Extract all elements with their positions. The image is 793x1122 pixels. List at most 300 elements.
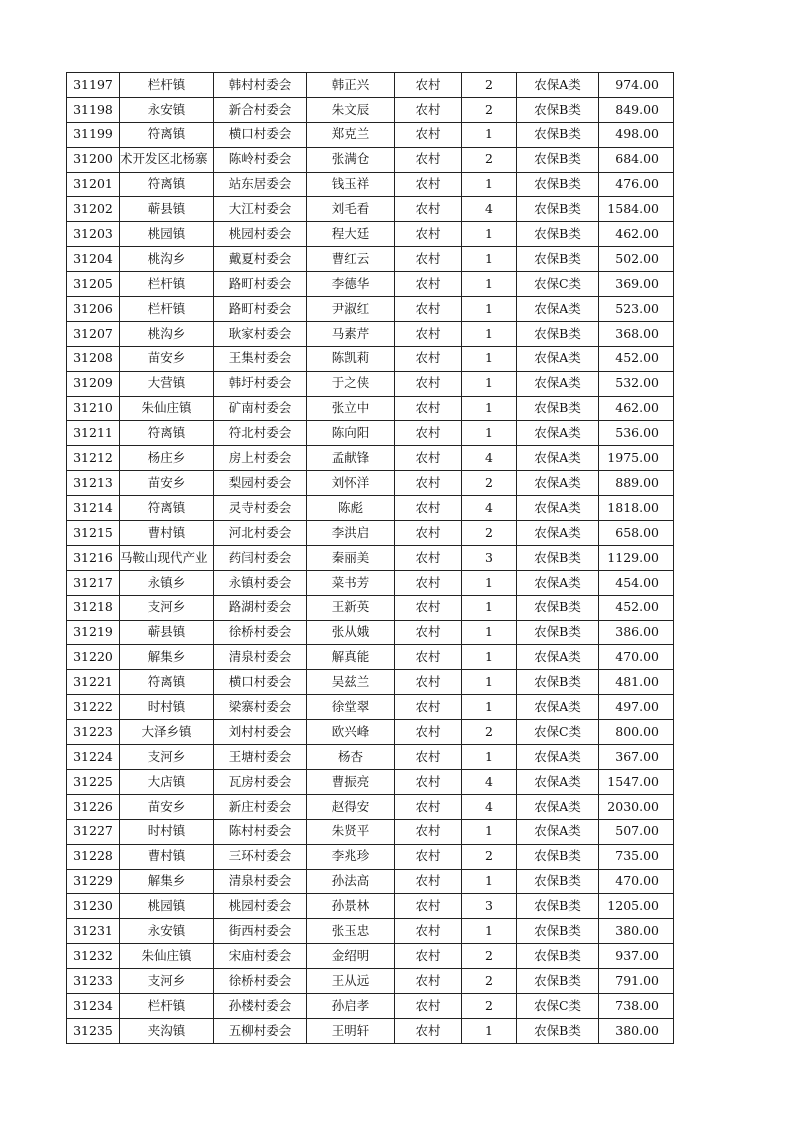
row-id: 31221 — [67, 670, 120, 695]
amount-cell: 462.00 — [599, 222, 674, 247]
table-row — [67, 794, 674, 819]
town-cell: 时村镇 — [120, 695, 214, 720]
insurance-class-cell: 农保C类 — [517, 272, 599, 297]
area-type-cell: 农村 — [395, 172, 462, 197]
name-cell: 李德华 — [307, 272, 395, 297]
insurance-class-cell: 农保B类 — [517, 147, 599, 172]
amount-cell: 497.00 — [599, 695, 674, 720]
name-cell: 陈向阳 — [307, 421, 395, 446]
village-cell: 徐桥村委会 — [214, 620, 307, 645]
name-cell: 王从远 — [307, 969, 395, 994]
name-cell: 金绍明 — [307, 944, 395, 969]
count-cell: 1 — [462, 745, 517, 770]
amount-cell: 369.00 — [599, 272, 674, 297]
name-cell: 吴兹兰 — [307, 670, 395, 695]
insurance-class-cell: 农保A类 — [517, 645, 599, 670]
count-cell: 2 — [462, 97, 517, 122]
insurance-class-cell: 农保B类 — [517, 122, 599, 147]
town-cell: 栏杆镇 — [120, 297, 214, 322]
table-row — [67, 720, 674, 745]
row-id: 31208 — [67, 346, 120, 371]
amount-cell: 507.00 — [599, 819, 674, 844]
row-id: 31216 — [67, 545, 120, 570]
insurance-class-cell: 农保B类 — [517, 969, 599, 994]
name-cell: 张立中 — [307, 396, 395, 421]
table-row — [67, 1018, 674, 1043]
count-cell: 1 — [462, 695, 517, 720]
area-type-cell: 农村 — [395, 545, 462, 570]
insurance-class-cell: 农保B类 — [517, 321, 599, 346]
row-id: 31200 — [67, 147, 120, 172]
count-cell: 1 — [462, 371, 517, 396]
village-cell: 韩圩村委会 — [214, 371, 307, 396]
name-cell: 于之侠 — [307, 371, 395, 396]
name-cell: 韩正兴 — [307, 73, 395, 98]
count-cell: 1 — [462, 321, 517, 346]
town-cell: 桃沟乡 — [120, 247, 214, 272]
row-id: 31217 — [67, 570, 120, 595]
count-cell: 1 — [462, 272, 517, 297]
area-type-cell: 农村 — [395, 197, 462, 222]
insurance-class-cell: 农保A类 — [517, 73, 599, 98]
village-cell: 戴夏村委会 — [214, 247, 307, 272]
village-cell: 新合村委会 — [214, 97, 307, 122]
table-row — [67, 222, 674, 247]
count-cell: 1 — [462, 919, 517, 944]
amount-cell: 800.00 — [599, 720, 674, 745]
name-cell: 欧兴峰 — [307, 720, 395, 745]
area-type-cell: 农村 — [395, 122, 462, 147]
town-cell: 夹沟镇 — [120, 1018, 214, 1043]
insurance-class-cell: 农保B类 — [517, 844, 599, 869]
count-cell: 2 — [462, 147, 517, 172]
insurance-class-cell: 农保A类 — [517, 297, 599, 322]
village-cell: 徐桥村委会 — [214, 969, 307, 994]
area-type-cell: 农村 — [395, 695, 462, 720]
name-cell: 赵得安 — [307, 794, 395, 819]
count-cell: 1 — [462, 645, 517, 670]
town-cell: 符离镇 — [120, 122, 214, 147]
count-cell: 2 — [462, 720, 517, 745]
amount-cell: 380.00 — [599, 1018, 674, 1043]
amount-cell: 889.00 — [599, 471, 674, 496]
name-cell: 杨杏 — [307, 745, 395, 770]
row-id: 31232 — [67, 944, 120, 969]
row-id: 31222 — [67, 695, 120, 720]
insurance-class-cell: 农保A类 — [517, 794, 599, 819]
town-cell: 栏杆镇 — [120, 73, 214, 98]
area-type-cell: 农村 — [395, 844, 462, 869]
name-cell: 曹红云 — [307, 247, 395, 272]
town-cell: 术开发区北杨寨 — [120, 147, 214, 172]
row-id: 31214 — [67, 496, 120, 521]
town-cell: 朱仙庄镇 — [120, 944, 214, 969]
town-cell: 支河乡 — [120, 595, 214, 620]
village-cell: 横口村委会 — [214, 122, 307, 147]
village-cell: 刘村村委会 — [214, 720, 307, 745]
name-cell: 刘怀洋 — [307, 471, 395, 496]
count-cell: 3 — [462, 894, 517, 919]
area-type-cell: 农村 — [395, 247, 462, 272]
amount-cell: 1584.00 — [599, 197, 674, 222]
name-cell: 陈彪 — [307, 496, 395, 521]
row-id: 31210 — [67, 396, 120, 421]
count-cell: 1 — [462, 819, 517, 844]
table-row — [67, 993, 674, 1018]
village-cell: 房上村委会 — [214, 446, 307, 471]
town-cell: 蕲县镇 — [120, 197, 214, 222]
count-cell: 2 — [462, 471, 517, 496]
town-cell: 永安镇 — [120, 97, 214, 122]
count-cell: 4 — [462, 496, 517, 521]
name-cell: 张从娥 — [307, 620, 395, 645]
insurance-class-cell: 农保B类 — [517, 172, 599, 197]
name-cell: 孙景林 — [307, 894, 395, 919]
area-type-cell: 农村 — [395, 794, 462, 819]
table-row — [67, 695, 674, 720]
insurance-class-cell: 农保B类 — [517, 620, 599, 645]
village-cell: 路町村委会 — [214, 272, 307, 297]
name-cell: 程大廷 — [307, 222, 395, 247]
name-cell: 秦丽美 — [307, 545, 395, 570]
area-type-cell: 农村 — [395, 869, 462, 894]
name-cell: 王新英 — [307, 595, 395, 620]
amount-cell: 481.00 — [599, 670, 674, 695]
count-cell: 1 — [462, 346, 517, 371]
area-type-cell: 农村 — [395, 620, 462, 645]
village-cell: 梁寨村委会 — [214, 695, 307, 720]
town-cell: 栏杆镇 — [120, 272, 214, 297]
count-cell: 3 — [462, 545, 517, 570]
area-type-cell: 农村 — [395, 1018, 462, 1043]
town-cell: 符离镇 — [120, 421, 214, 446]
town-cell: 桃园镇 — [120, 894, 214, 919]
area-type-cell: 农村 — [395, 371, 462, 396]
table-row — [67, 247, 674, 272]
town-cell: 永安镇 — [120, 919, 214, 944]
row-id: 31201 — [67, 172, 120, 197]
insurance-class-cell: 农保A类 — [517, 496, 599, 521]
table-row — [67, 321, 674, 346]
area-type-cell: 农村 — [395, 97, 462, 122]
count-cell: 4 — [462, 769, 517, 794]
insurance-class-cell: 农保A类 — [517, 346, 599, 371]
area-type-cell: 农村 — [395, 272, 462, 297]
table-row — [67, 446, 674, 471]
name-cell: 张玉忠 — [307, 919, 395, 944]
village-cell: 韩村村委会 — [214, 73, 307, 98]
count-cell: 1 — [462, 595, 517, 620]
count-cell: 2 — [462, 521, 517, 546]
name-cell: 尹淑红 — [307, 297, 395, 322]
village-cell: 五柳村委会 — [214, 1018, 307, 1043]
town-cell: 支河乡 — [120, 969, 214, 994]
name-cell: 郑克兰 — [307, 122, 395, 147]
row-id: 31198 — [67, 97, 120, 122]
town-cell: 桃沟乡 — [120, 321, 214, 346]
amount-cell: 2030.00 — [599, 794, 674, 819]
row-id: 31197 — [67, 73, 120, 98]
name-cell: 菜书芳 — [307, 570, 395, 595]
row-id: 31211 — [67, 421, 120, 446]
count-cell: 2 — [462, 969, 517, 994]
town-cell: 符离镇 — [120, 496, 214, 521]
insurance-class-cell: 农保A类 — [517, 745, 599, 770]
village-cell: 大江村委会 — [214, 197, 307, 222]
row-id: 31220 — [67, 645, 120, 670]
table-row — [67, 97, 674, 122]
count-cell: 4 — [462, 794, 517, 819]
name-cell: 孟献锋 — [307, 446, 395, 471]
count-cell: 1 — [462, 620, 517, 645]
town-cell: 曹村镇 — [120, 844, 214, 869]
town-cell: 桃园镇 — [120, 222, 214, 247]
area-type-cell: 农村 — [395, 969, 462, 994]
name-cell: 孙法高 — [307, 869, 395, 894]
village-cell: 站东居委会 — [214, 172, 307, 197]
village-cell: 街西村委会 — [214, 919, 307, 944]
town-cell: 支河乡 — [120, 745, 214, 770]
table-row — [67, 944, 674, 969]
table-row — [67, 346, 674, 371]
table-row — [67, 396, 674, 421]
count-cell: 1 — [462, 1018, 517, 1043]
insurance-class-cell: 农保B类 — [517, 869, 599, 894]
area-type-cell: 农村 — [395, 147, 462, 172]
amount-cell: 470.00 — [599, 645, 674, 670]
town-cell: 苗安乡 — [120, 794, 214, 819]
insurance-class-cell: 农保B类 — [517, 595, 599, 620]
village-cell: 药闫村委会 — [214, 545, 307, 570]
count-cell: 1 — [462, 297, 517, 322]
name-cell: 刘毛看 — [307, 197, 395, 222]
row-id: 31205 — [67, 272, 120, 297]
village-cell: 路町村委会 — [214, 297, 307, 322]
name-cell: 王明轩 — [307, 1018, 395, 1043]
row-id: 31229 — [67, 869, 120, 894]
table-row — [67, 172, 674, 197]
town-cell: 大店镇 — [120, 769, 214, 794]
row-id: 31209 — [67, 371, 120, 396]
insurance-class-cell: 农保B类 — [517, 944, 599, 969]
insurance-class-cell: 农保B类 — [517, 222, 599, 247]
name-cell: 朱贤平 — [307, 819, 395, 844]
insurance-class-cell: 农保B类 — [517, 197, 599, 222]
insurance-class-cell: 农保A类 — [517, 371, 599, 396]
row-id: 31228 — [67, 844, 120, 869]
amount-cell: 1129.00 — [599, 545, 674, 570]
count-cell: 1 — [462, 122, 517, 147]
amount-cell: 1975.00 — [599, 446, 674, 471]
amount-cell: 380.00 — [599, 919, 674, 944]
village-cell: 灵寺村委会 — [214, 496, 307, 521]
table-row — [67, 869, 674, 894]
table-row — [67, 197, 674, 222]
amount-cell: 1205.00 — [599, 894, 674, 919]
table-row — [67, 122, 674, 147]
area-type-cell: 农村 — [395, 745, 462, 770]
area-type-cell: 农村 — [395, 595, 462, 620]
name-cell: 钱玉祥 — [307, 172, 395, 197]
amount-cell: 735.00 — [599, 844, 674, 869]
name-cell: 马素芹 — [307, 321, 395, 346]
town-cell: 解集乡 — [120, 869, 214, 894]
village-cell: 三环村委会 — [214, 844, 307, 869]
village-cell: 桃园村委会 — [214, 222, 307, 247]
village-cell: 新庄村委会 — [214, 794, 307, 819]
count-cell: 2 — [462, 944, 517, 969]
amount-cell: 367.00 — [599, 745, 674, 770]
row-id: 31230 — [67, 894, 120, 919]
table-row — [67, 147, 674, 172]
insurance-class-cell: 农保A类 — [517, 421, 599, 446]
table-row — [67, 521, 674, 546]
area-type-cell: 农村 — [395, 471, 462, 496]
insurance-class-cell: 农保A类 — [517, 521, 599, 546]
insurance-class-cell: 农保C类 — [517, 720, 599, 745]
amount-cell: 658.00 — [599, 521, 674, 546]
town-cell: 符离镇 — [120, 172, 214, 197]
amount-cell: 386.00 — [599, 620, 674, 645]
count-cell: 1 — [462, 222, 517, 247]
village-cell: 王集村委会 — [214, 346, 307, 371]
name-cell: 解真能 — [307, 645, 395, 670]
area-type-cell: 农村 — [395, 720, 462, 745]
row-id: 31203 — [67, 222, 120, 247]
insurance-class-cell: 农保A类 — [517, 570, 599, 595]
insurance-class-cell: 农保A类 — [517, 769, 599, 794]
name-cell: 孙启孝 — [307, 993, 395, 1018]
insurance-class-cell: 农保B类 — [517, 894, 599, 919]
row-id: 31215 — [67, 521, 120, 546]
table-row — [67, 919, 674, 944]
area-type-cell: 农村 — [395, 222, 462, 247]
amount-cell: 368.00 — [599, 321, 674, 346]
count-cell: 2 — [462, 844, 517, 869]
amount-cell: 502.00 — [599, 247, 674, 272]
area-type-cell: 农村 — [395, 396, 462, 421]
town-cell: 马鞍山现代产业 — [120, 545, 214, 570]
area-type-cell: 农村 — [395, 321, 462, 346]
name-cell: 李兆珍 — [307, 844, 395, 869]
count-cell: 1 — [462, 869, 517, 894]
insurance-class-cell: 农保B类 — [517, 396, 599, 421]
amount-cell: 498.00 — [599, 122, 674, 147]
table-row — [67, 745, 674, 770]
village-cell: 陈村村委会 — [214, 819, 307, 844]
row-id: 31206 — [67, 297, 120, 322]
insurance-class-cell: 农保C类 — [517, 993, 599, 1018]
town-cell: 时村镇 — [120, 819, 214, 844]
table-row — [67, 371, 674, 396]
amount-cell: 470.00 — [599, 869, 674, 894]
row-id: 31235 — [67, 1018, 120, 1043]
area-type-cell: 农村 — [395, 446, 462, 471]
area-type-cell: 农村 — [395, 346, 462, 371]
count-cell: 4 — [462, 197, 517, 222]
insurance-class-cell: 农保B类 — [517, 545, 599, 570]
row-id: 31219 — [67, 620, 120, 645]
amount-cell: 937.00 — [599, 944, 674, 969]
amount-cell: 476.00 — [599, 172, 674, 197]
amount-cell: 452.00 — [599, 346, 674, 371]
insurance-class-cell: 农保A类 — [517, 446, 599, 471]
village-cell: 瓦房村委会 — [214, 769, 307, 794]
count-cell: 1 — [462, 670, 517, 695]
row-id: 31202 — [67, 197, 120, 222]
row-id: 31227 — [67, 819, 120, 844]
town-cell: 大泽乡镇 — [120, 720, 214, 745]
records-table — [66, 72, 674, 1044]
area-type-cell: 农村 — [395, 993, 462, 1018]
name-cell: 朱文辰 — [307, 97, 395, 122]
table-body — [67, 73, 674, 1044]
row-id: 31212 — [67, 446, 120, 471]
town-cell: 杨庄乡 — [120, 446, 214, 471]
table-row — [67, 894, 674, 919]
area-type-cell: 农村 — [395, 496, 462, 521]
town-cell: 蕲县镇 — [120, 620, 214, 645]
village-cell: 孙楼村委会 — [214, 993, 307, 1018]
village-cell: 陈岭村委会 — [214, 147, 307, 172]
count-cell: 1 — [462, 247, 517, 272]
town-cell: 苗安乡 — [120, 471, 214, 496]
insurance-class-cell: 农保B类 — [517, 1018, 599, 1043]
amount-cell: 452.00 — [599, 595, 674, 620]
spreadsheet-page — [66, 72, 674, 1044]
village-cell: 桃园村委会 — [214, 894, 307, 919]
name-cell: 曹振亮 — [307, 769, 395, 794]
amount-cell: 1818.00 — [599, 496, 674, 521]
row-id: 31224 — [67, 745, 120, 770]
row-id: 31233 — [67, 969, 120, 994]
name-cell: 陈凯莉 — [307, 346, 395, 371]
amount-cell: 849.00 — [599, 97, 674, 122]
area-type-cell: 农村 — [395, 570, 462, 595]
name-cell: 徐堂翠 — [307, 695, 395, 720]
town-cell: 曹村镇 — [120, 521, 214, 546]
village-cell: 横口村委会 — [214, 670, 307, 695]
row-id: 31204 — [67, 247, 120, 272]
row-id: 31207 — [67, 321, 120, 346]
area-type-cell: 农村 — [395, 421, 462, 446]
area-type-cell: 农村 — [395, 944, 462, 969]
table-row — [67, 272, 674, 297]
row-id: 31225 — [67, 769, 120, 794]
table-row — [67, 670, 674, 695]
row-id: 31199 — [67, 122, 120, 147]
village-cell: 河北村委会 — [214, 521, 307, 546]
village-cell: 清泉村委会 — [214, 645, 307, 670]
area-type-cell: 农村 — [395, 645, 462, 670]
insurance-class-cell: 农保B类 — [517, 247, 599, 272]
area-type-cell: 农村 — [395, 670, 462, 695]
row-id: 31213 — [67, 471, 120, 496]
town-cell: 符离镇 — [120, 670, 214, 695]
amount-cell: 532.00 — [599, 371, 674, 396]
table-row — [67, 545, 674, 570]
town-cell: 朱仙庄镇 — [120, 396, 214, 421]
amount-cell: 454.00 — [599, 570, 674, 595]
amount-cell: 974.00 — [599, 73, 674, 98]
town-cell: 解集乡 — [120, 645, 214, 670]
village-cell: 永镇村委会 — [214, 570, 307, 595]
count-cell: 1 — [462, 172, 517, 197]
insurance-class-cell: 农保A类 — [517, 471, 599, 496]
village-cell: 宋庙村委会 — [214, 944, 307, 969]
table-row — [67, 496, 674, 521]
amount-cell: 536.00 — [599, 421, 674, 446]
